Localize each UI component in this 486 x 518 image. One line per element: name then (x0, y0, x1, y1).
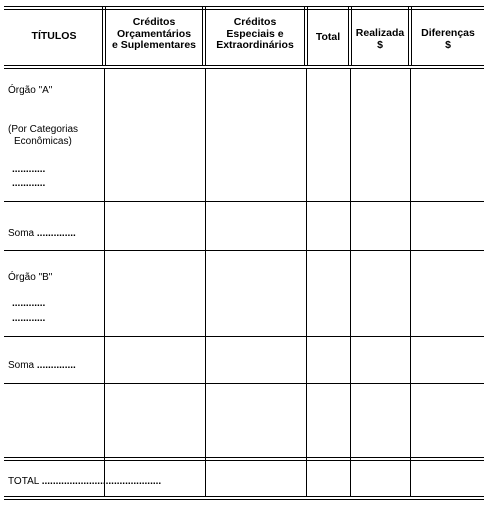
header-total: Total (315, 31, 341, 43)
header-diferencas-line1: Diferenças (421, 27, 475, 39)
header-creditos-orc-line2: Orçamentários (116, 27, 192, 40)
soma-a-dots: .............. (36, 228, 76, 239)
placeholder-dots-a1: ............ (12, 164, 46, 175)
total-dots: ........................................... (41, 476, 162, 487)
soma-b-row (8, 360, 76, 372)
placeholder-dots-a2: ............ (12, 178, 46, 189)
orgao-b-label: Órgão "B" (8, 272, 53, 283)
soma-b-dots: .............. (36, 360, 76, 371)
orgao-a-label: Órgão "A" (8, 85, 53, 96)
soma-a-label: Soma (8, 228, 35, 239)
placeholder-dots-b1: ............ (12, 298, 46, 309)
header-creditos-esp-line1: Créditos (233, 16, 277, 28)
header-diferencas-line2: $ (445, 38, 451, 51)
header-creditos-orcamentarios (106, 17, 202, 52)
header-creditos-esp-line2: Especiais e (226, 27, 284, 40)
header-creditos-especiais (206, 17, 304, 52)
header-realizada (352, 28, 408, 51)
header-titulos: TÍTULOS (31, 30, 77, 42)
header-realizada-line2: $ (377, 38, 383, 51)
soma-b-label: Soma (8, 360, 35, 371)
soma-a-row (8, 228, 76, 240)
total-label: TOTAL (8, 476, 39, 487)
placeholder-dots-b2: ............ (12, 313, 46, 324)
categorias-line1: (Por Categorias (8, 124, 79, 135)
header-realizada-line1: Realizada (355, 27, 405, 39)
header-creditos-esp-line3: Extraordinários (216, 39, 294, 51)
header-creditos-orc-line1: Créditos (132, 16, 176, 28)
header-creditos-orc-line3: e Suplementares (111, 39, 197, 51)
total-row (8, 476, 161, 488)
header-diferencas (412, 28, 484, 51)
categorias-line2: Econômicas) (14, 136, 72, 147)
